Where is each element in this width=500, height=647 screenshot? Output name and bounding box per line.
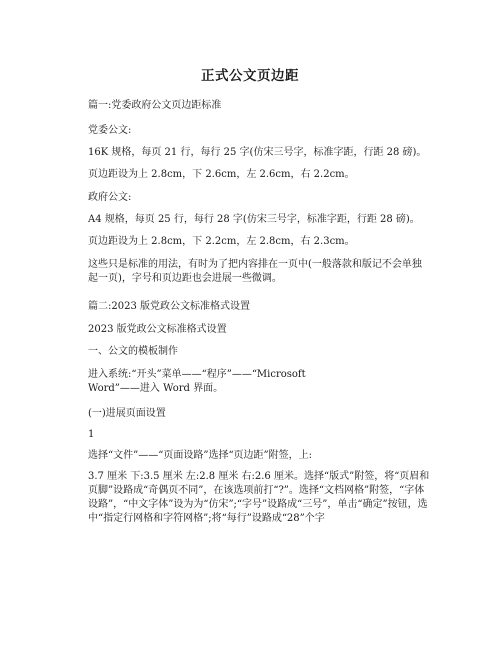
paragraph-9: 篇二:2023 版党政公文标准格式设置	[88, 301, 250, 312]
paragraph-6: A4 规格，每页 25 行，每行 28 字(仿宋三号字，标准字距，行距 28 磅)。	[88, 214, 420, 225]
paragraph-13: (一)进展页面设置	[88, 408, 166, 419]
paragraph-11: 一、公文的模板制作	[88, 346, 178, 357]
paragraph-3: 16K 规格，每页 21 行，每行 25 字(仿宋三号字，标准字距，行距 28 磅)。	[88, 147, 427, 158]
paragraph-10: 2023 版党政公文标准格式设置	[88, 324, 227, 335]
paragraph-5: 政府公文:	[88, 192, 132, 203]
paragraph-1: 篇一:党委政府公文页边距标准	[88, 100, 222, 111]
paragraph-15: 选择“文件”——“页面设路”选择“页边距”附签，上:	[88, 450, 313, 461]
paragraph-7: 页边距设为上 2.8cm，下 2.2cm，左 2.8cm，右 2.3cm。	[88, 236, 355, 247]
page-title: 正式公文页边距	[201, 68, 299, 84]
paragraph-2: 党委公文:	[88, 125, 132, 136]
paragraph-12: 进入系统:“开头”菜单——“程序”——“Microsoft Word”——进入 Word 界面。	[88, 369, 306, 394]
paragraph-8: 这些只是标准的用法，有时为了把内容排在一页中(一般落款和版记不会单独起一页)，字号和页边距也会进展一些微调。	[88, 259, 422, 284]
paragraph-14: 1	[88, 429, 95, 440]
paragraph-16: 3.7 厘米 下:3.5 厘米 左:2.8 厘米 右:2.6 厘米。选择“版式”附签，将“页眉和页脚”设路成“奇偶页不同”，在该选项前打“?”。选择“文档网格”附签，“字体设路”，“中文字体”设为为“仿宋”;“字号”设路成“三号”，单击“确定”按钮，选中“指定行网格和字符网格”;将“每行”设路成“28”个字	[88, 471, 430, 524]
paragraph-4: 页边距设为上 2.8cm，下 2.6cm，左 2.6cm，右 2.2cm。	[88, 169, 355, 180]
